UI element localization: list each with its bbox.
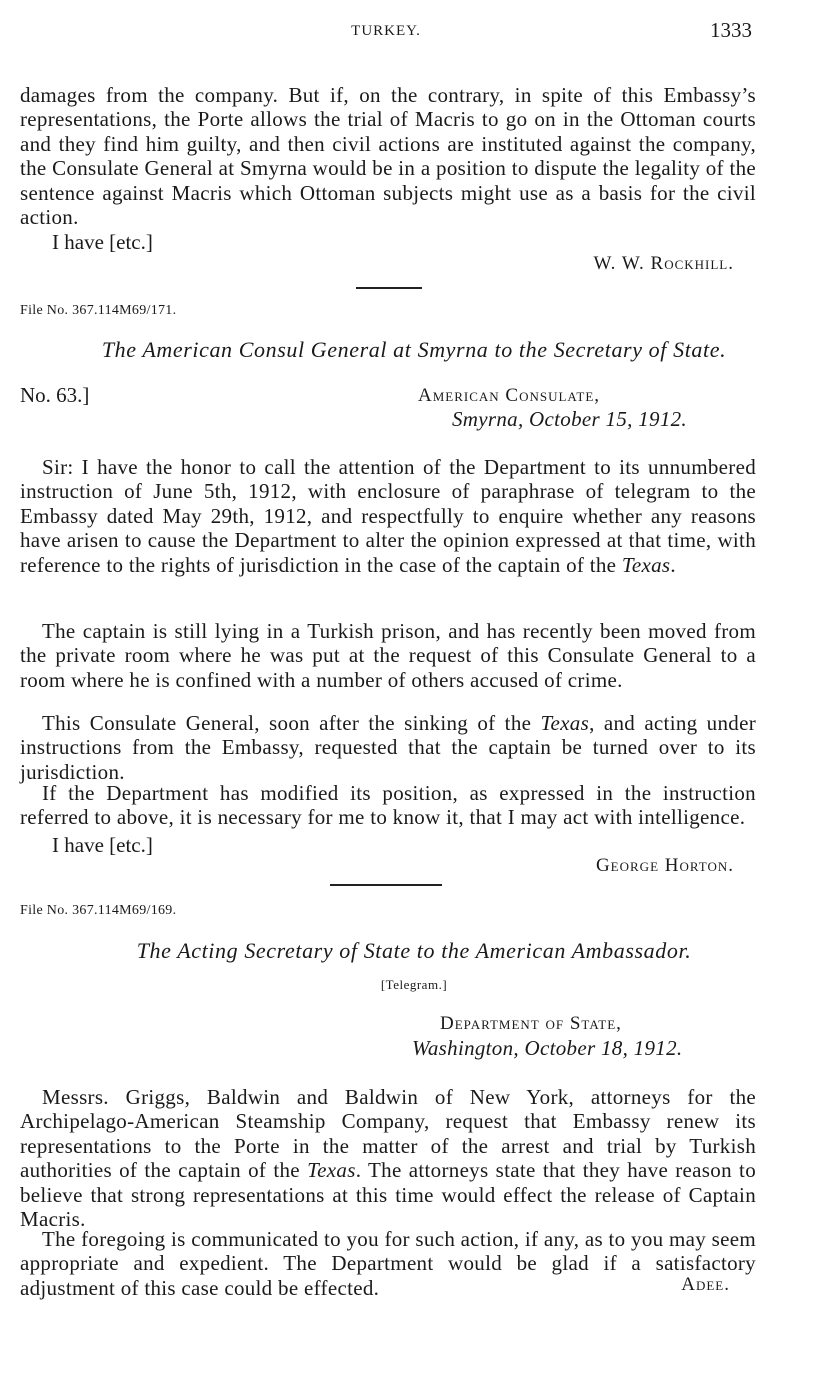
document-heading: The Acting Secretary of State to the American Ambassador. [136, 938, 692, 963]
running-title: TURKEY. [351, 23, 421, 39]
dateline-organization: Department of State, [440, 1013, 622, 1034]
document-heading: The American Consul General at Smyrna to the Secretary of State. [101, 337, 727, 362]
dateline-organization: American Consulate, [418, 385, 601, 406]
letter-paragraph: If the Department has modified its position, as expressed in the instruction referred to above, it is necessary for me to know it, that I may act with intelligence. [20, 781, 756, 830]
dateline-place-date: Smyrna, October 15, 1912. [452, 407, 687, 431]
letter-paragraph: The captain is still lying in a Turkish prison, and has recently been moved from the private room where he was put at the request of this Consulate General to a room where he is confined with a number of others accused of crime. [20, 619, 756, 692]
despatch-number: No. 63.] [20, 383, 90, 407]
section-divider [356, 287, 422, 289]
continued-paragraph: damages from the company. But if, on the contrary, in spite of this Embassy’s representations, the Porte allows the trial of Macris to go on in the Ottoman courts and they find him guilty, and then civil actions are instituted against the company, the Consulate General at Smyrna would be in a position to dispute the legality of the sentence against Macris which Ottoman subjects might use as a basis for the civil action. [20, 83, 756, 230]
closing-formula: I have [etc.] [52, 230, 153, 254]
ship-name: Texas [621, 552, 671, 577]
telegram-paragraph: Messrs. Griggs, Baldwin and Baldwin of New York, attorneys for the Archipelago-American Steamship Company, request that Embassy renew its representations to the Porte in the matter of the arrest and trial by Turkish authorities of the captain of the Texas. The attorneys state that they have reason to believe that strong representations at this time would effect the release of Captain Macris. [20, 1085, 756, 1232]
page-number: 1333 [710, 18, 752, 42]
file-number: File No. 367.114M69/171. [20, 303, 177, 318]
telegram-label: [Telegram.] [380, 977, 448, 992]
letter-paragraph: This Consulate General, soon after the sinking of the Texas, and acting under instructions from the Embassy, requested that the captain be turned over to its jurisdiction. [20, 711, 756, 784]
signature-rockhill: W. W. Rockhill. [593, 253, 734, 274]
telegram-paragraph: The foregoing is communicated to you for such action, if any, as to you may seem appropriate and expedient. The Department would be glad if a satisfactory adjustment of this case could be effected. [20, 1227, 756, 1300]
letter-paragraph: Sir: I have the honor to call the attention of the Department to its unnumbered instruction of June 5th, 1912, with enclosure of paraphrase of telegram to the Embassy dated May 29th, 1912, and respectfully to enquire whether any reasons have arisen to cause the Department to alter the opinion expressed at that time, with reference to the rights of jurisdiction in the case of the captain of the Texas. [20, 455, 756, 577]
running-header [20, 18, 752, 46]
closing-formula: I have [etc.] [52, 833, 153, 857]
file-number: File No. 367.114M69/169. [20, 903, 177, 918]
signature-horton: George Horton. [595, 855, 734, 876]
ship-name: Texas [307, 1158, 356, 1183]
dateline-place-date: Washington, October 18, 1912. [412, 1036, 683, 1060]
section-divider [330, 884, 442, 886]
signature-adee: Adee. [681, 1274, 730, 1295]
ship-name: Texas [540, 711, 590, 735]
